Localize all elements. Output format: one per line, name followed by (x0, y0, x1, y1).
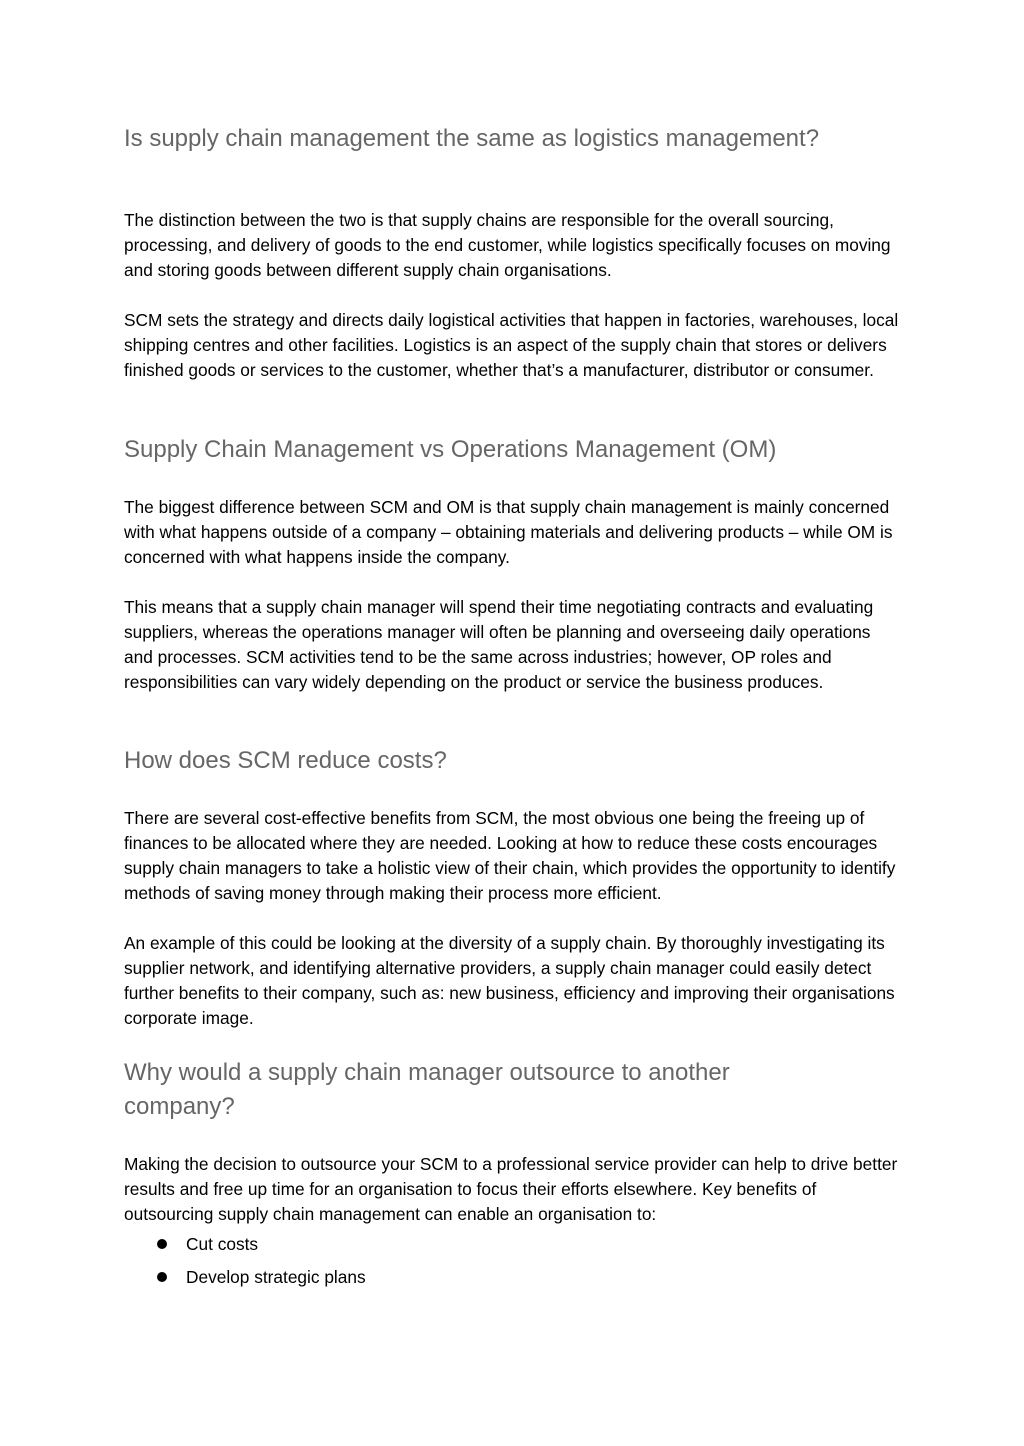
list-item-text: Develop strategic plans (186, 1267, 366, 1287)
section-heading-costs: How does SCM reduce costs? (124, 747, 447, 774)
paragraph: Making the decision to outsource your SCM to a professional service provider can help to drive better results and free up time for an organisation to focus their efforts elsewhere. Key benefits of outsourcing supply chain management can enable an organisation to: (124, 1154, 898, 1224)
section-heading-outsource: Why would a supply chain manager outsource to another company? (124, 1059, 730, 1120)
paragraph: An example of this could be looking at the diversity of a supply chain. By thoroughly investigating its supplier network, and identifying alternative providers, a supply chain manager could easily detect further benefits to their company, such as: new business, efficiency and improving their organisations corporate image. (124, 933, 895, 1028)
paragraph: The biggest difference between SCM and OM is that supply chain management is mainly concerned with what happens outside of a company – obtaining materials and delivering products – while OM is concerned with what happens inside the company. (124, 497, 893, 567)
bullet-icon (157, 1239, 167, 1249)
section-heading-operations: Supply Chain Management vs Operations Management (OM) (124, 436, 777, 463)
paragraph: SCM sets the strategy and directs daily logistical activities that happen in factories, warehouses, local shipping centres and other facilities. Logistics is an aspect of the supply chain that stores or delivers finished goods or services to the customer, whether that’s a manufacturer, distributor or consumer. (124, 310, 899, 380)
list-item (154, 1265, 366, 1298)
bullet-list (154, 1232, 366, 1298)
paragraph: This means that a supply chain manager will spend their time negotiating contracts and evaluating suppliers, whereas the operations manager will often be planning and overseeing daily operations and processes. SCM activities tend to be the same across industries; however, OP roles and responsibilities can vary widely depending on the product or service the business produces. (124, 597, 874, 692)
paragraph: There are several cost-effective benefits from SCM, the most obvious one being the freeing up of finances to be allocated where they are needed. Looking at how to reduce these costs encourages supply chain managers to take a holistic view of their chain, which provides the opportunity to identify methods of saving money through making their process more efficient. (124, 808, 896, 903)
list-item-text: Cut costs (186, 1234, 259, 1254)
list-item (154, 1232, 366, 1265)
paragraph: The distinction between the two is that supply chains are responsible for the overall sourcing, processing, and delivery of goods to the end customer, while logistics specifically focuses on moving and storing goods between different supply chain organisations. (124, 210, 891, 280)
bullet-icon (157, 1272, 167, 1282)
section-heading-logistics: Is supply chain management the same as logistics management? (124, 125, 820, 152)
